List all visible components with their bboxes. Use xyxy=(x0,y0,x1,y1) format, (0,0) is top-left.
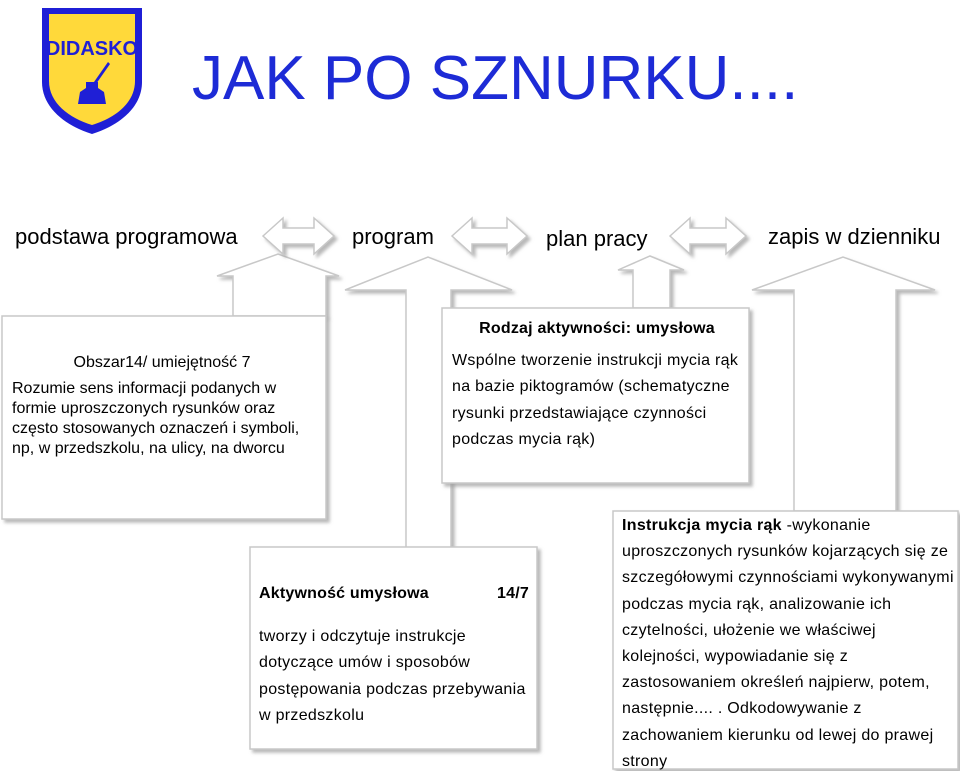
page-title: JAK PO SZNURKU.... xyxy=(192,44,799,113)
double-arrow-1 xyxy=(263,218,334,254)
activity-type-body: Wspólne tworzenie instrukcji mycia rąk na bazie piktogramów (schematyczne rysunki przedstawiające czynności podczas mycia rąk) xyxy=(452,351,739,448)
didasko-logo xyxy=(38,4,146,136)
flow-step-work-plan: plan pracy xyxy=(546,226,648,251)
activity-header-label: Aktywność umysłowa xyxy=(259,585,429,602)
instruction-body xyxy=(622,513,957,775)
flow-step-program: program xyxy=(352,224,434,249)
area-header: Obszar14/ umiejętność 7 xyxy=(73,354,251,371)
flow-step-journal-entry: zapis w dzienniku xyxy=(768,224,941,249)
logo-text: DIDASKO xyxy=(45,38,139,60)
area-box-text xyxy=(12,352,312,459)
up-arrow-area xyxy=(217,254,339,316)
double-arrow-3 xyxy=(670,218,746,254)
activity-header-code: 14/7 xyxy=(497,585,529,602)
up-arrow-activity-type xyxy=(618,256,684,308)
activity-box-text xyxy=(259,583,529,730)
activity-type-header: Rodzaj aktywności: umysłowa xyxy=(479,320,715,337)
up-arrow-instruction xyxy=(752,257,935,511)
instruction-description: -wykonanie uproszczonych rysunków kojarzących się ze szczegółowymi czynnościami wykonywanymi podczas mycia rąk, analizowanie ich czytelności, ułożenie we właściwej kolejności, wypowiadanie się z zastosowaniem określeń najpierw, potem, następnie.... . Odkodowywanie z zachowaniem kierunku od lewej do prawej strony xyxy=(622,517,954,770)
instruction-header: Instrukcja mycia rąk xyxy=(622,517,782,534)
activity-header xyxy=(259,583,529,606)
instruction-box-text xyxy=(622,513,957,775)
double-arrow-2 xyxy=(452,218,527,254)
area-body: Rozumie sens informacji podanych w formie uproszczonych rysunków oraz często stosowanych oznaczeń i symboli, np, w przedszkolu, na ulicy, na dworcu xyxy=(12,379,300,457)
flow-step-core-curriculum: podstawa programowa xyxy=(15,224,238,249)
activity-body: tworzy i odczytuje instrukcje dotyczące umów i sposobów postępowania podczas przebywania w przedszkolu xyxy=(259,627,526,724)
activity-type-box-text xyxy=(452,318,742,454)
